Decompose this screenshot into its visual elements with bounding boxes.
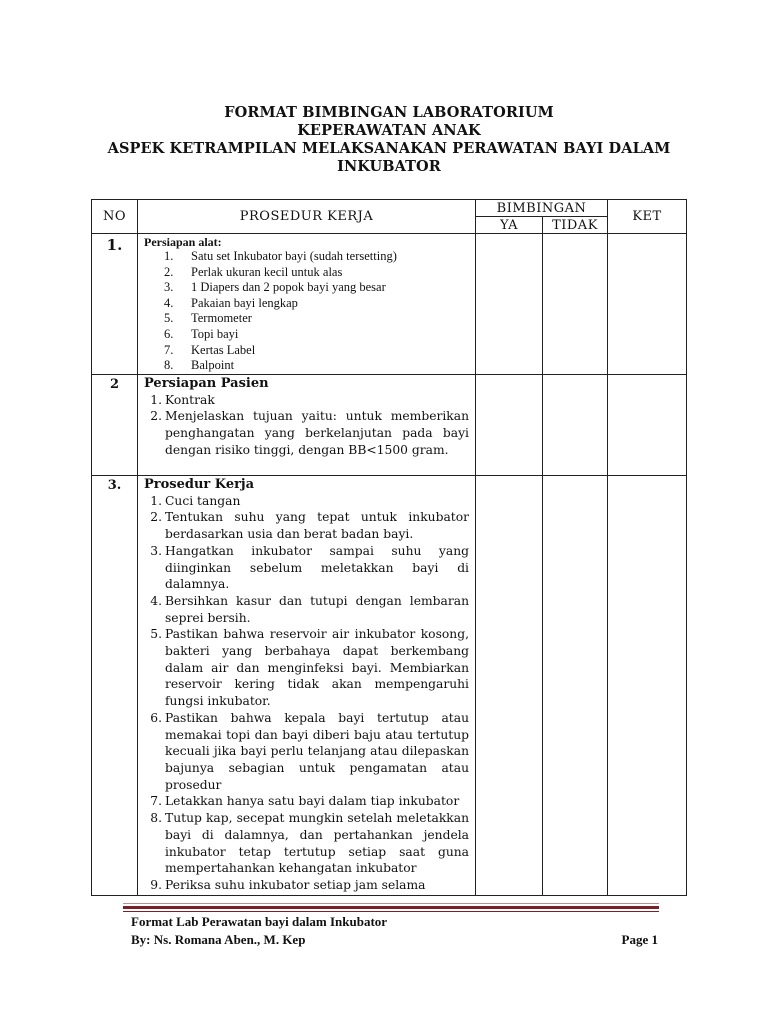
ya-cell[interactable] [476, 234, 543, 375]
list-item: 1. Satu set Inkubator bayi (sudah tersetting) [164, 249, 397, 263]
item-list [144, 493, 469, 894]
header-bimbingan: BIMBINGAN [476, 200, 608, 217]
list-item: 1. Kontrak [150, 392, 215, 407]
list-item: 3. 1 Diapers dan 2 popok bayi yang besar [164, 280, 386, 295]
row-number: 3. [92, 475, 138, 895]
ya-cell[interactable] [476, 374, 543, 475]
tidak-cell[interactable] [543, 475, 608, 895]
procedure-table [91, 199, 687, 896]
procedure-cell [138, 374, 476, 475]
row-number: 1. [92, 234, 138, 375]
ket-cell[interactable] [608, 374, 687, 475]
title-line-3: ASPEK KETRAMPILAN MELAKSANAKAN PERAWATAN BAYI DALAM [107, 140, 671, 157]
document-title [92, 104, 686, 176]
header-tidak: TIDAK [543, 217, 608, 234]
list-item: 1. Cuci tangan [150, 493, 241, 508]
list-item: 4. Bersihkan kasur dan tutupi dengan lembaran seprei bersih. [150, 593, 469, 625]
footer-divider-thin [123, 911, 659, 912]
table-row [92, 475, 687, 895]
footer-divider [123, 906, 659, 909]
title-line-2: KEPERAWATAN ANAK [297, 122, 481, 139]
list-item: 6. Topi bayi [164, 326, 239, 341]
list-item: 5. Pastikan bahwa reservoir air inkubator kosong, bakteri yang berbahaya dapat berkembang dalam air dan menginfeksi bayi. Membiarkan reservoir kering tidak akan mempengaruhi fungsi inkubator. [150, 627, 469, 709]
footer-divider-light [123, 903, 659, 904]
header-prosedur: PROSEDUR KERJA [138, 200, 476, 234]
list-item: 2. Menjelaskan tujuan yaitu: untuk memberikan penghangatan yang berkelanjutan pada bayi dengan risiko tinggi, dengan BB<1500 gram. [150, 409, 469, 457]
list-item: 5. Termometer [164, 311, 252, 326]
list-item: 2. Tentukan suhu yang tepat untuk inkubator berdasarkan usia dan berat badan bayi. [150, 510, 469, 542]
header-ket: KET [608, 200, 687, 234]
row-number: 2 [92, 374, 138, 475]
tidak-cell[interactable] [543, 234, 608, 375]
list-item: 8. Tutup kap, secepat mungkin setelah meletakkan bayi di dalamnya, dan pertahankan jendela inkubator tetap tertutup setiap saat guna mempertahankan kehangatan inkubator [150, 811, 469, 876]
table-row [92, 374, 687, 475]
page-number: Page 1 [621, 932, 658, 947]
footer-title: Format Lab Perawatan bayi dalam Inkubator [131, 914, 388, 929]
list-item: 7. Kertas Label [164, 342, 256, 357]
item-list [144, 249, 469, 374]
title-line-4: INKUBATOR [337, 158, 441, 175]
procedure-cell [138, 475, 476, 895]
section-title: Persiapan Pasien [144, 375, 269, 391]
section-title: Prosedur Kerja [144, 476, 255, 492]
title-line-1: FORMAT BIMBINGAN LABORATORIUM [224, 104, 554, 121]
tidak-cell[interactable] [543, 374, 608, 475]
list-item: 9. Periksa suhu inkubator setiap jam selama [150, 877, 426, 892]
list-item: 4. Pakaian bayi lengkap [164, 295, 298, 310]
ket-cell[interactable] [608, 475, 687, 895]
item-list [144, 392, 469, 459]
list-item: 7. Letakkan hanya satu bayi dalam tiap inkubator [150, 794, 460, 809]
procedure-cell [138, 234, 476, 375]
header-ya: YA [476, 217, 543, 234]
list-item: 2. Perlak ukuran kecil untuk alas [164, 264, 343, 279]
footer-author: By: Ns. Romana Aben., M. Kep [131, 932, 306, 947]
ket-cell[interactable] [608, 234, 687, 375]
header-no: NO [92, 200, 138, 234]
list-item: 8. Balpoint [164, 358, 235, 373]
list-item: 3. Hangatkan inkubator sampai suhu yang diinginkan sebelum meletakkan bayi di dalamnya. [150, 543, 469, 592]
section-title: Persiapan alat: [144, 235, 222, 249]
ya-cell[interactable] [476, 475, 543, 895]
table-row [92, 234, 687, 375]
list-item: 6. Pastikan bahwa kepala bayi tertutup atau memakai topi dan bayi diberi baju atau tertutup kecuali jika bayi perlu telanjang atau dilepaskan bajunya sebagian untuk pengamatan atau prosedur [150, 710, 469, 792]
